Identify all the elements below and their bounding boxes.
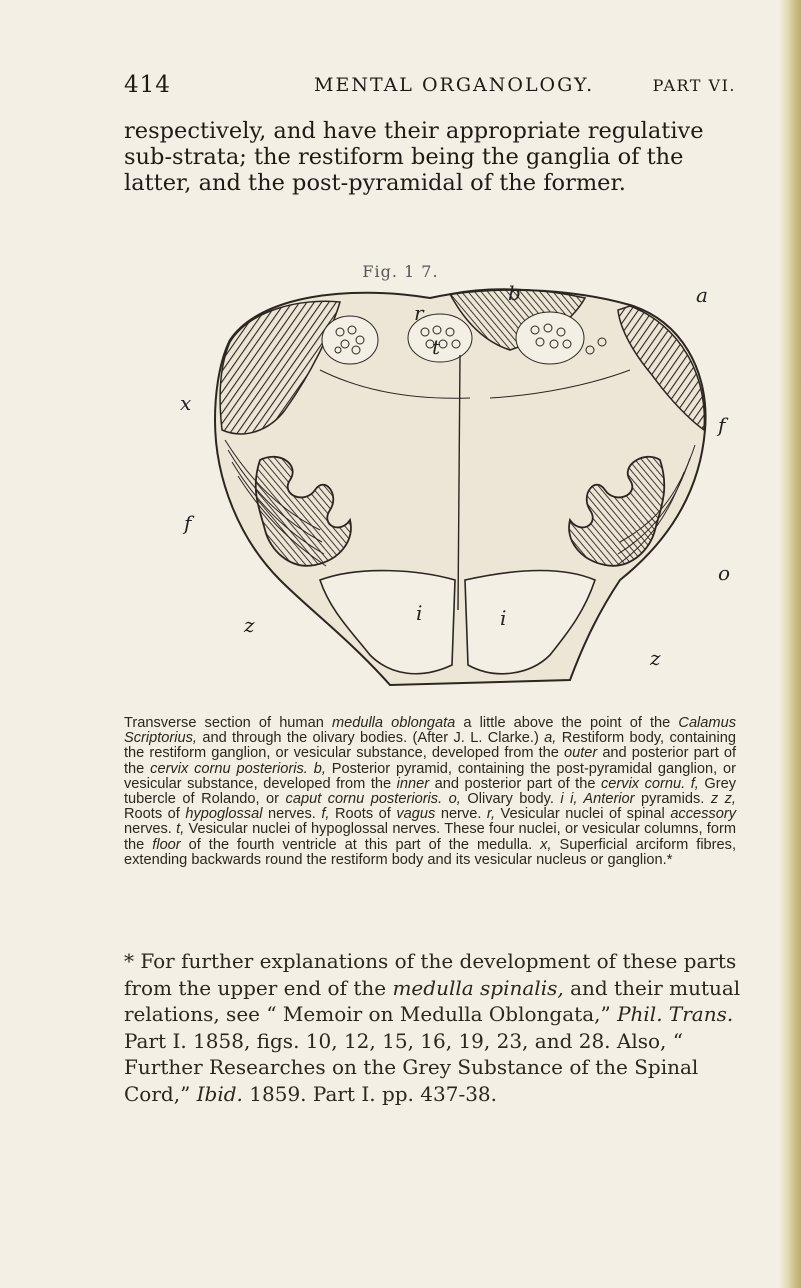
figure-caption: Transverse section of human medulla oblongata a little above the point of the Calamus Scriptorius, and through the olivary bodies. (After J. L. Clarke.) a, Restiform body, containing the restiform ganglion, or vesicular substance, developed from the outer and posterior part of the cervix cornu posterioris. b, Posterior pyramid, containing the post-pyramidal ganglion, or vesicular substance, developed from the inner and posterior part of the cervix cornu. f, Grey tubercle of Rolando, or caput cornu posterioris. o, Olivary body. i i, Anterior pyramids. z z, Roots of hypoglossal nerves. f, Roots of vagus nerve. r, Vesicular nuclei of spinal accessory nerves. t, Vesicular nuclei of hypoglossal nerves. These four nuclei, or vesicular columns, form the floor of the fourth ventricle at this part of the medulla. x, Superficial arciform fibres, extending backwards round the restiform body and its vesicular nucleus or ganglion.*: [124, 715, 737, 868]
page-number: 414: [124, 72, 171, 98]
footnote: * For further explanations of the development of these parts from the upper end of the medulla spinalis, and their mutual relations, see “ Memoir on Medulla Oblongata,” Phil. Trans. Part I. 1858, figs. 10, 12, 15, 16, 19, 23, and 28. Also, “ Further Researches on the Grey Substance of the Spinal Cord,” Ibid. 1859. Part I. pp. 437-38.: [124, 949, 741, 1106]
figure-label: Fig. 1 7.: [362, 262, 439, 281]
running-head: MENTAL ORGANOLOGY.: [314, 74, 595, 96]
label-t: t: [432, 335, 441, 359]
medulla-section-figure: [180, 280, 750, 690]
page-header: [124, 72, 736, 102]
page-edge: [779, 0, 801, 1288]
part-label: PART VI.: [652, 76, 736, 95]
label-i-left: i: [416, 601, 423, 625]
label-r: r: [414, 301, 424, 325]
label-x: x: [180, 391, 192, 415]
label-f-right: f: [718, 413, 726, 437]
label-z-left: z: [244, 613, 255, 637]
label-b: b: [508, 281, 521, 305]
label-i-right: i: [500, 606, 507, 630]
label-o: o: [718, 561, 731, 585]
label-f-left: f: [184, 511, 192, 535]
label-z-right: z: [650, 646, 661, 670]
label-a: a: [696, 283, 708, 307]
medulla-illustration: [180, 280, 750, 690]
body-paragraph: respectively, and have their appropriate regulative sub-strata; the restiform being the ganglia of the latter, and the post-pyramidal of the former.: [124, 118, 704, 196]
